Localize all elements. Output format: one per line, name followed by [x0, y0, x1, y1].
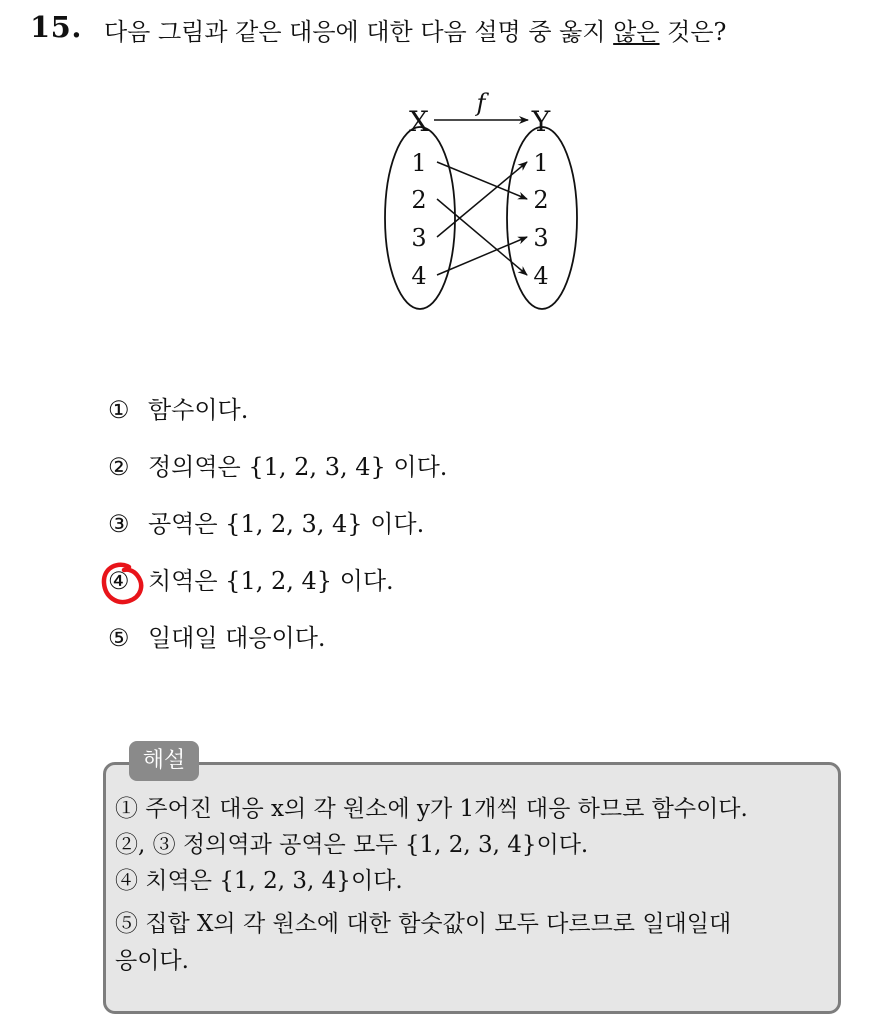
choice-3-text: 공역은 {1, 2, 3, 4} 이다. — [148, 510, 425, 538]
choice-4-number: ④ — [108, 567, 130, 595]
choice-4-text: 치역은 {1, 2, 4} 이다. — [148, 567, 394, 595]
choice-5-number: ⑤ — [108, 624, 130, 652]
mapping-diagram — [370, 86, 590, 312]
question-text-underlined: 않은 — [613, 18, 660, 46]
choice-2-number: ② — [108, 453, 130, 481]
solution-line-2: ②, ③ 정의역과 공역은 모두 {1, 2, 3, 4}이다. — [115, 832, 589, 858]
question-text-after: 것은? — [659, 18, 727, 46]
codomain-element-3: 3 — [533, 224, 549, 252]
solution-line-4: ⑤ 집합 X의 각 원소에 대한 함숫값이 모두 다르므로 일대일대 — [115, 911, 732, 937]
question-text-before: 다음 그림과 같은 대응에 대한 다음 설명 중 옳지 — [104, 18, 614, 46]
solution-line-1: ① 주어진 대응 x의 각 원소에 y가 1개씩 대응 하므로 함수이다. — [115, 796, 748, 822]
set-x-label: X — [409, 105, 429, 138]
codomain-element-2: 2 — [533, 186, 549, 214]
codomain-element-1: 1 — [533, 149, 549, 177]
set-y-label: Y — [531, 105, 551, 138]
choice-4[interactable] — [108, 563, 394, 599]
choice-2-text: 정의역은 {1, 2, 3, 4} 이다. — [148, 453, 448, 481]
domain-element-4: 4 — [411, 262, 427, 290]
choice-3-number: ③ — [108, 510, 130, 538]
question-number: 15. — [30, 10, 82, 44]
solution-line-5: 응이다. — [115, 948, 189, 974]
answer-circle-mark — [99, 561, 151, 609]
domain-element-2: 2 — [411, 186, 427, 214]
choice-5-text: 일대일 대응이다. — [148, 624, 326, 652]
solution-tab: 해설 — [129, 741, 199, 781]
solution-line-3: ④ 치역은 {1, 2, 3, 4}이다. — [115, 868, 403, 894]
function-label: f — [476, 89, 486, 117]
choice-5[interactable] — [108, 620, 326, 656]
choice-1[interactable] — [108, 392, 248, 428]
choice-1-number: ① — [108, 396, 130, 424]
codomain-element-4: 4 — [533, 262, 549, 290]
choice-3[interactable] — [108, 506, 424, 542]
choice-1-text: 함수이다. — [148, 396, 249, 424]
question-text — [104, 12, 726, 47]
domain-element-1: 1 — [411, 149, 427, 177]
domain-element-3: 3 — [411, 224, 427, 252]
choice-2[interactable] — [108, 449, 447, 485]
